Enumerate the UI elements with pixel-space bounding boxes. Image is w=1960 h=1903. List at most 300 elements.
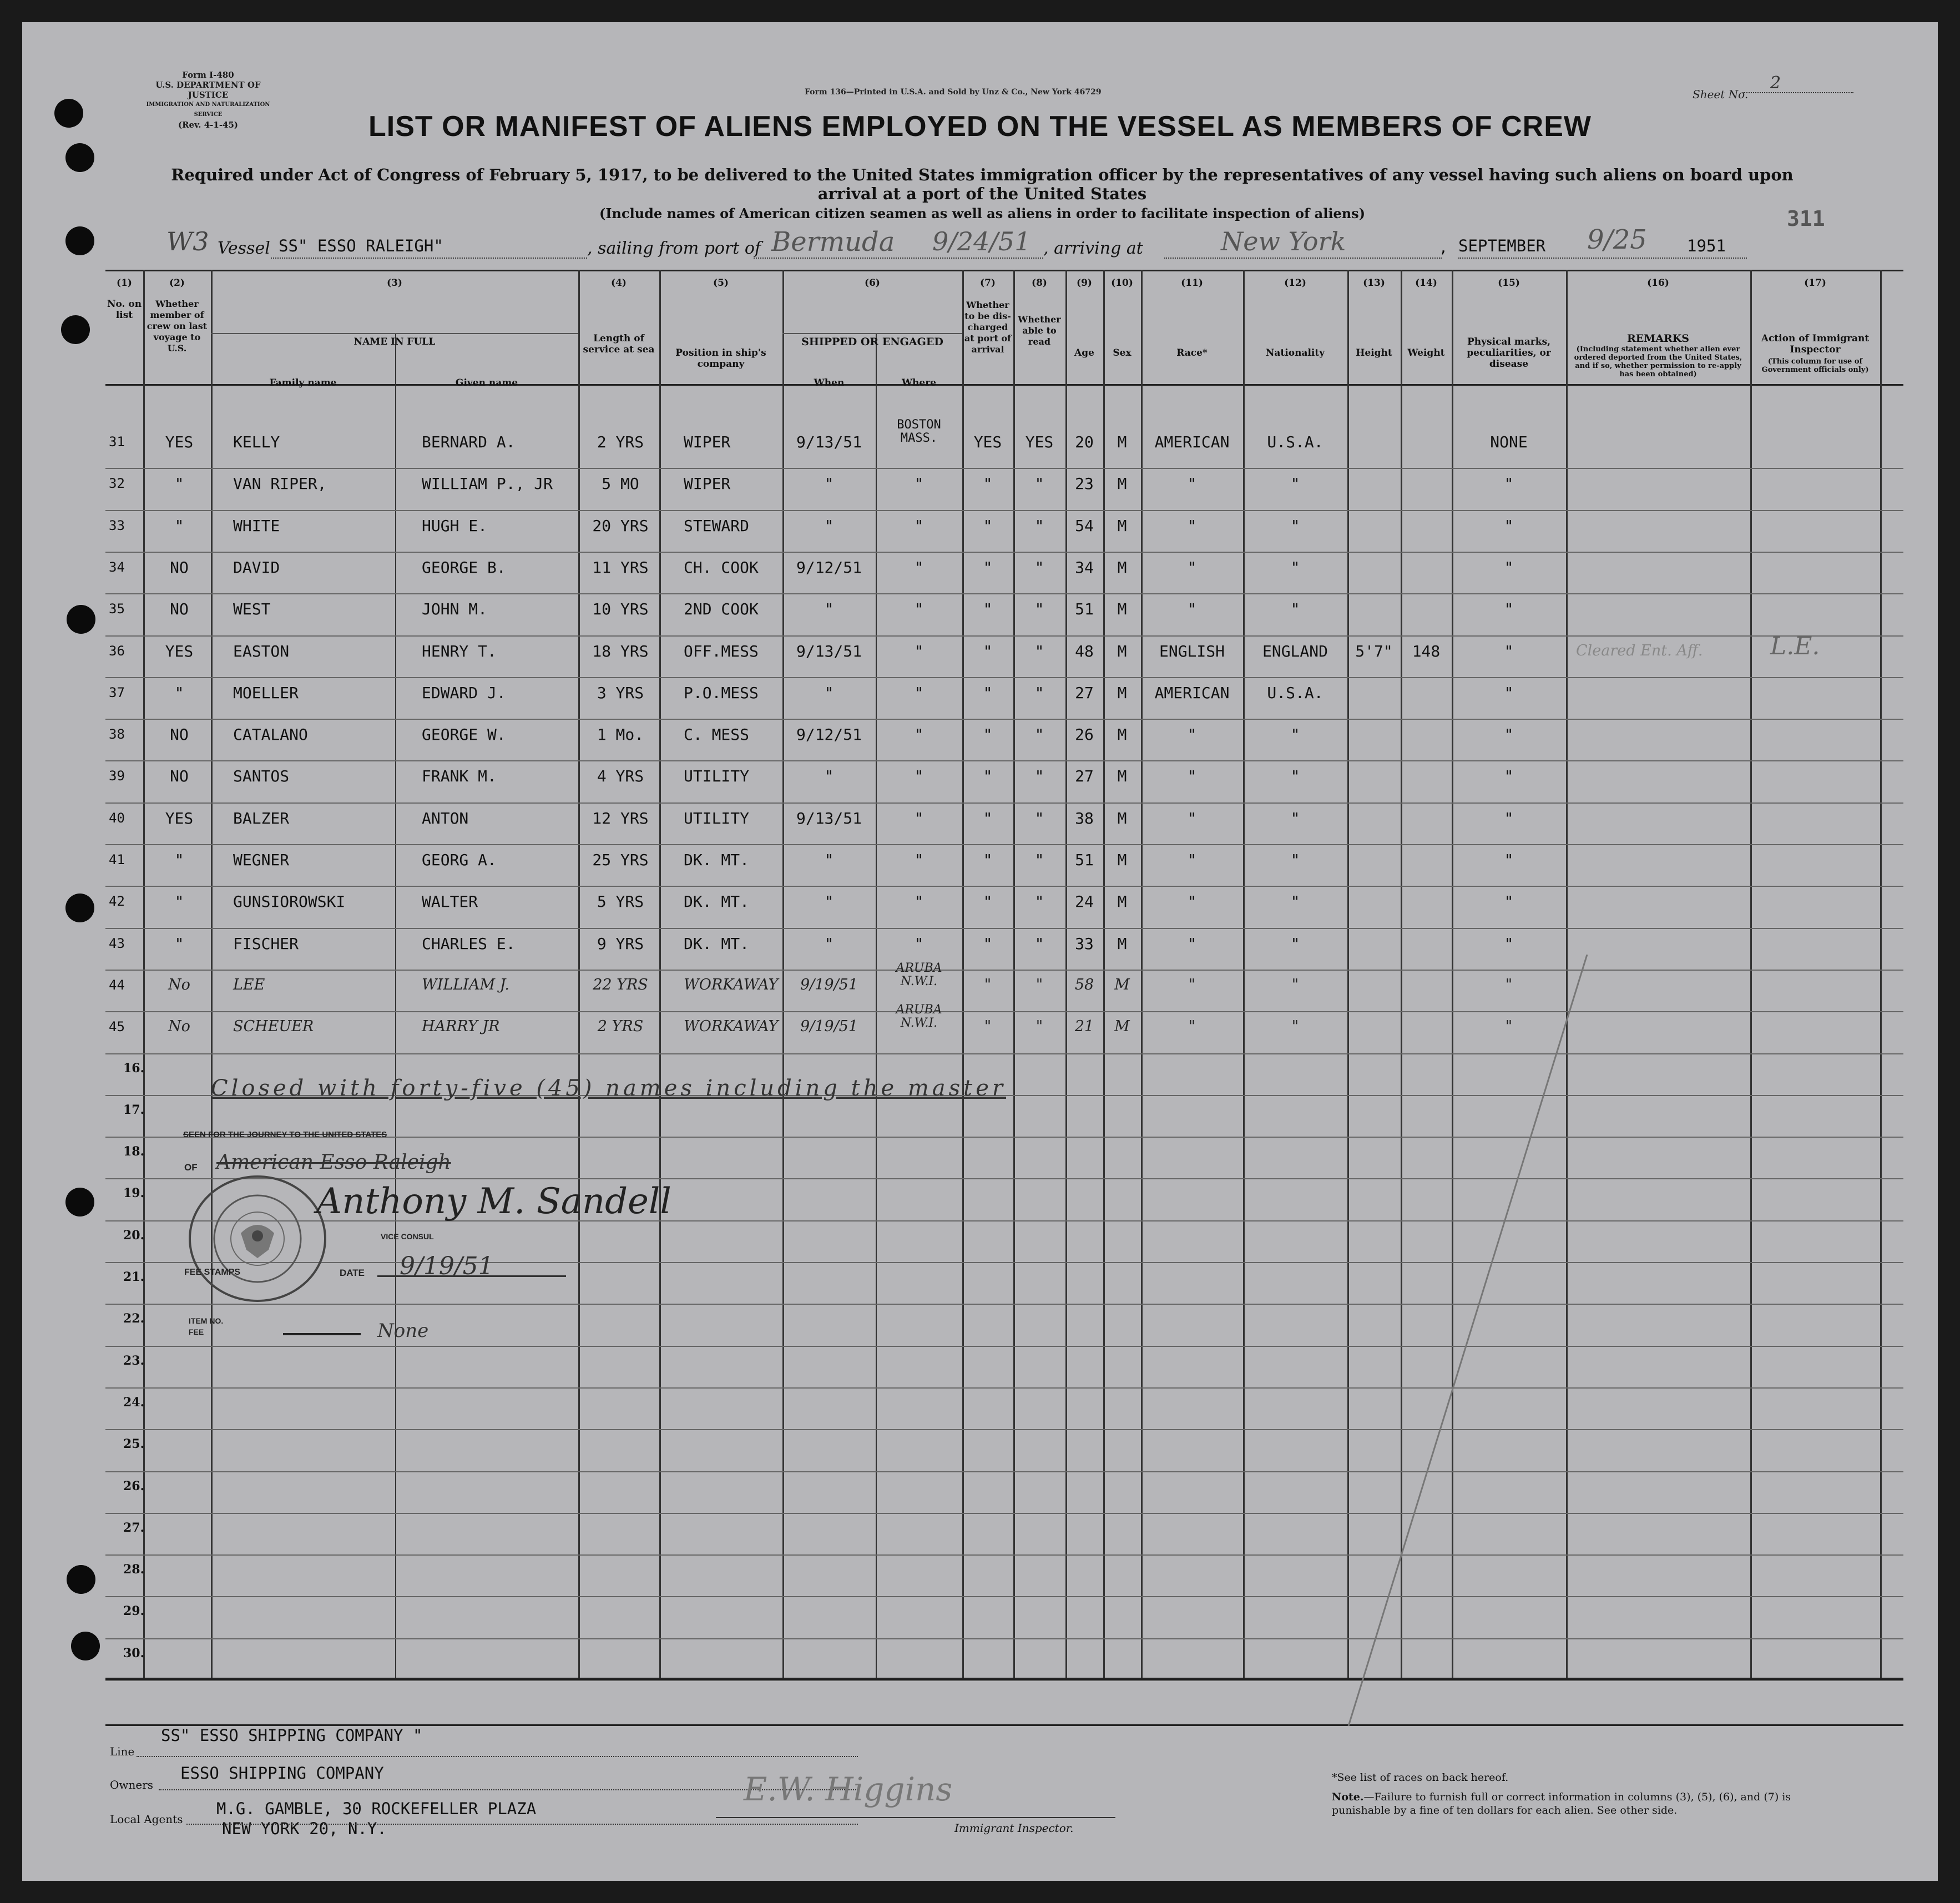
cell-sex: M [1114, 976, 1130, 993]
cell-disch: " [983, 475, 993, 493]
cell-where: " [914, 892, 924, 911]
cell-sex: M [1117, 684, 1127, 702]
punch-hole [67, 605, 95, 634]
row-number-empty: 25. [123, 1437, 145, 1451]
cell-family: SCHEUER [233, 1018, 314, 1035]
races-note: *See list of races on back hereof. [1332, 1771, 1509, 1784]
cell-family: GUNSIOROWSKI [233, 892, 346, 911]
cell-position: STEWARD [684, 517, 750, 535]
cell-where: " [914, 642, 924, 660]
col-header-nationality: Nationality [1265, 347, 1325, 359]
cell-marks: " [1504, 475, 1514, 493]
cell-position: WORKAWAY [684, 1018, 779, 1035]
cell-when: " [824, 851, 834, 869]
cell-read: " [1034, 684, 1044, 702]
cell-disch: " [983, 684, 993, 702]
row-number-empty: 17. [123, 1103, 145, 1117]
cell-age: 27 [1075, 684, 1094, 702]
cell-when: 9/19/51 [800, 1018, 858, 1035]
subtitle: Required under Act of Congress of February 5, 1917, to be delivered to the United States immigration officer by the representatives of any vessel having such aliens on board upon arrival at a port of the United States [171, 165, 1794, 203]
punch-hole [65, 1188, 94, 1216]
note-text [1332, 1790, 1831, 1817]
row-number: 39 [109, 768, 125, 784]
cell-last: No [168, 1018, 190, 1035]
cell-marks: " [1504, 725, 1514, 744]
col-header-remarks-note: (Including statement whether alien ever ordered deported from the United States, and if so, whether permission to re-apply has been obtained) [1574, 345, 1742, 378]
col-num: (16) [1647, 277, 1669, 289]
cell-race: " [1187, 600, 1197, 618]
cell-given: HARRY JR [422, 1018, 500, 1035]
cell-weight: 148 [1412, 642, 1441, 660]
cell-disch: " [983, 725, 993, 744]
owners-value: ESSO SHIPPING COMPANY [180, 1764, 384, 1783]
cell-when: 9/12/51 [796, 725, 862, 744]
cell-service: 4 YRS [597, 767, 644, 785]
cell-nat: " [1290, 558, 1300, 577]
row-number: 34 [109, 559, 125, 575]
cell-read: " [1034, 767, 1044, 785]
cell-given: WILLIAM J. [422, 976, 509, 993]
cell-last: YES [165, 433, 194, 451]
punch-hole [71, 1632, 100, 1660]
cell-sex: M [1117, 517, 1127, 535]
punch-hole [65, 226, 94, 255]
of-label: OF [184, 1162, 198, 1173]
cell-age: 54 [1075, 517, 1094, 535]
eagle-seal-icon [191, 1178, 324, 1300]
cell-disch: " [983, 892, 993, 911]
cell-family: EASTON [233, 642, 290, 660]
cell-when: " [824, 684, 834, 702]
of-value: American Esso Raleigh [216, 1151, 451, 1174]
cell-service: 25 YRS [592, 851, 649, 869]
manifest-page: Form I-480 U.S. DEPARTMENT OF JUSTICE IMMIGRATION AND NATURALIZATION SERVICE (Rev. 4-1-45) Form 136—Printed in U.S.A. and Sold by Unz & Co., New York 46729 Sheet No. 2 LIST OR MANIFEST OF ALIENS EMPLOYED ON THE VESSEL AS MEMBERS OF CREW Required under Act of Congress of February 5, 1917, to be delivered to the United States immigration officer by the representatives of any vessel having such aliens on board upon arrival at a port of the United States (Include names of American citizen seamen as well as aliens in order to facilitate inspection of aliens) 311 W3 Vessel SS" ESSO RALEIGH" , sailing from port of Bermuda 9/24/51 , arriving at New York , SEPTEMBER 9/25 1951 (1) (2) (3) (4) (5) (6) (7) (8) (9) (10) (11) (12) (13) (14) (15) (16) (17) No. on list Whether member of crew on last voyage to U.S. NAME IN FULL Family name Given name Length of service at sea Position in ship's company SHIPPED OR ENGAGED When Where Whether to be dis-charged at port of arrival Whether able to read Age Sex Race* Nationality Height Weight Physical marks, peculiarities, or disease REMARKS (Including statement whether alien ever ordered deported from the United States, and if so, whether permission to re-apply has been obtained) Action of Immigrant Inspector (This column for use of Government officials only) 31 YES KELLY BERNARD A. 2 YRS WIPER 9/13/51 BOSTON MASS. YES YES 20 M AMERICAN U.S.A. NONE 32 " VAN RIPER, WILLIAM P., JR 5 MO WIPER " " " " 23 M " " " 33 " WHITE HUGH E. 20 YRS STEWARD " " " " 54 M " " " 34 NO DAVID GEORGE B. 11 YRS CH. COOK 9/12/51 " " " 34 M " " " 35 NO WEST JOHN M. 10 YRS 2ND COOK " " " " 51 M " " " 36 YES EASTON HENRY T. 18 YRS OFF.MESS 9/13/51 " " " 48 M ENGLISH ENGLAND 5'7" 148 " Cleared Ent. Aff. L.E. 37 " MOELLER EDWARD J. 3 YRS P.O.MESS " " " " 27 M AMERICAN U.S.A. " 38 NO CATALANO GEORGE W. 1 Mo. C. MESS 9/12/51 " " " 26 M " " " 39 NO SANTOS FRANK M. 4 YRS UTILITY " " " " 27 M " " " 40 YES BALZER ANTON 12 YRS UTILITY 9/13/51 " " " 38 M " " " 41 " WEGNER GEORG A. 25 YRS DK. MT. " " " " 51 M " " " 42 " GUNSIOROWSKI WALTER 5 YRS DK. MT. " " " " 24 M " " " 43 " FISCHER CHARLES E. 9 YRS DK. MT. " " " " 33 M " " " 44 No LEE WILLIAM J. 22 YRS WORKAWAY 9/19/51 ARUBA N.W.I. " " 58 M " " " 45 No SCHEUER HARRY JR 2 YRS WORKAWAY 9/19/51 ARUBA N.W.I. " " 21 M " " " 16. 17. 18. 19. 20. 21. 22. 23. 24. 25. 26. 27. 28. 29. 30. Closed with forty-five (45) names including the master SEEN FOR THE JOURNEY TO THE UNITED STATES OF American Esso Raleigh Anthony M. Sandell VICE CONSUL FEE STAMPS DATE 9/19/51 ITEM NO. FEE None Line SS" ESSO SHIPPING COMPANY " Owners ESSO SHIPPING COMPANY Local Agents M.G. GAMBLE, 30 ROCKEFELLER PLAZA NEW YORK 20, N.Y. E.W. Higgins Immigrant Inspector. *See list of races on back hereof. Note.—Failure to furnish full or correct information in columns (3), (5), (6), and (7) is punishable by a fine of ten dollars for each alien. See other side. [22, 22, 1938, 1881]
cell-given: GEORG A. [422, 851, 497, 869]
cell-race: AMERICAN [1154, 433, 1230, 451]
cell-marks: " [1504, 517, 1514, 535]
row-divider [105, 1387, 1903, 1389]
punch-hole [65, 894, 94, 922]
col-header-position: Position in ship's company [675, 347, 766, 370]
row-number-empty: 19. [123, 1186, 145, 1200]
col-num: (11) [1181, 277, 1203, 289]
cell-read: " [1035, 1018, 1043, 1035]
cell-where: " [914, 851, 924, 869]
cell-nat: " [1290, 851, 1300, 869]
cell-when: " [824, 767, 834, 785]
cell-family: KELLY [233, 433, 280, 451]
col-header-weight: Weight [1407, 347, 1445, 359]
cell-last: No [168, 976, 190, 993]
col-num: (5) [713, 277, 729, 289]
cell-age: 21 [1074, 1018, 1094, 1035]
col-header-where: Where [901, 377, 937, 388]
col-header-last-voyage: Whether member of crew on last voyage to U.S. [147, 299, 208, 354]
cell-when: 9/13/51 [796, 433, 862, 451]
cell-sex: M [1117, 600, 1127, 618]
cell-age: 51 [1075, 851, 1094, 869]
cell-disch: " [983, 517, 993, 535]
cell-given: GEORGE B. [422, 558, 506, 577]
vessel-label: Vessel [218, 239, 270, 258]
row-divider [105, 1596, 1903, 1597]
cell-read: " [1034, 725, 1044, 744]
row-number-empty: 20. [123, 1228, 145, 1243]
cell-last: " [174, 475, 184, 493]
cell-family: VAN RIPER, [233, 475, 327, 493]
punch-hole [67, 1565, 95, 1594]
cell-disch: " [983, 642, 993, 660]
cell-read: " [1034, 935, 1044, 953]
page-title: LIST OR MANIFEST OF ALIENS EMPLOYED ON THE VESSEL AS MEMBERS OF CREW [368, 110, 1592, 143]
cell-where: BOSTON MASS. [897, 418, 941, 445]
cell-last: NO [170, 767, 189, 785]
row-divider [105, 468, 1903, 469]
col-num: (2) [169, 277, 185, 289]
cell-read: " [1034, 475, 1044, 493]
cell-last: NO [170, 600, 189, 618]
line-label: Line [110, 1745, 135, 1758]
row-divider [105, 1680, 1903, 1681]
col-num: (1) [117, 277, 132, 289]
cell-when: " [824, 475, 834, 493]
row-divider [105, 1304, 1903, 1305]
cell-last: " [174, 517, 184, 535]
cell-service: 22 YRS [593, 976, 648, 993]
cell-read: " [1034, 809, 1044, 827]
date-label: DATE [340, 1268, 365, 1278]
cell-race: " [1188, 1018, 1196, 1035]
cell-family: SANTOS [233, 767, 290, 785]
consul-signature: Anthony M. Sandell [316, 1181, 671, 1222]
row-number-empty: 28. [123, 1562, 145, 1577]
row-number: 36 [109, 643, 125, 659]
cell-sex: M [1117, 558, 1127, 577]
cell-position: 2ND COOK [684, 600, 759, 618]
col-header-given: Given name [455, 377, 518, 388]
row-number-empty: 29. [123, 1604, 145, 1618]
cell-read: " [1034, 517, 1044, 535]
row-divider [105, 1346, 1903, 1347]
subtitle-note: (Include names of American citizen seamen as well as aliens in order to facilitate inspection of aliens) [599, 205, 1366, 221]
col-header-shipped: SHIPPED OR ENGAGED [801, 336, 943, 348]
cell-position: UTILITY [684, 809, 750, 827]
col-header-service: Length of service at sea [583, 333, 655, 355]
row-divider [105, 1262, 1903, 1263]
col-header-read: Whether able to read [1018, 314, 1061, 347]
cell-age: 38 [1075, 809, 1094, 827]
cell-service: 5 MO [602, 475, 639, 493]
cell-age: 33 [1075, 935, 1094, 953]
cell-nat: U.S.A. [1267, 433, 1323, 451]
cell-age: 48 [1075, 642, 1094, 660]
row-divider [105, 844, 1903, 845]
col-num: (8) [1032, 277, 1047, 289]
cell-given: FRANK M. [422, 767, 497, 785]
cell-remarks: Cleared Ent. Aff. [1576, 642, 1703, 659]
row-divider [105, 1429, 1903, 1430]
cell-disch: " [983, 558, 993, 577]
cell-when: 9/13/51 [796, 809, 862, 827]
cell-position: WIPER [684, 433, 731, 451]
cell-sex: M [1117, 767, 1127, 785]
cell-last: NO [170, 725, 189, 744]
row-divider [105, 760, 1903, 761]
col-header-height: Height [1356, 347, 1392, 359]
item-no-label: ITEM NO. [189, 1316, 224, 1325]
cell-service: 2 YRS [597, 1018, 644, 1035]
cell-position: DK. MT. [684, 851, 750, 869]
cell-service: 2 YRS [597, 433, 644, 451]
row-number: 33 [109, 518, 125, 533]
cell-last: " [174, 892, 184, 911]
row-divider [105, 635, 1903, 637]
cell-disch: " [983, 851, 993, 869]
col-header-race: Race* [1176, 347, 1208, 359]
col-num: (9) [1077, 277, 1092, 289]
cell-sex: M [1117, 475, 1127, 493]
cell-position: DK. MT. [684, 935, 750, 953]
cell-race: " [1187, 809, 1197, 827]
note-body: —Failure to furnish full or correct information in columns (3), (5), (6), and (7) is punishable by a fine of ten dollars for each alien. See other side. [1332, 1791, 1791, 1816]
row-divider [105, 1178, 1903, 1179]
cell-sex: M [1117, 642, 1127, 660]
printer-line: Form 136—Printed in U.S.A. and Sold by Unz & Co., New York 46729 [805, 88, 1102, 97]
cell-marks: " [1504, 892, 1514, 911]
cell-given: WALTER [422, 892, 478, 911]
cell-race: " [1187, 767, 1197, 785]
row-number: 40 [109, 810, 125, 826]
cell-race: " [1188, 976, 1196, 993]
row-divider [105, 552, 1903, 553]
cell-last: YES [165, 642, 194, 660]
cell-service: 20 YRS [592, 517, 649, 535]
col-num: (15) [1498, 277, 1520, 289]
sailing-label: , sailing from port of [587, 239, 761, 258]
col-header-age: Age [1074, 347, 1094, 359]
agents-label: Local Agents [110, 1813, 183, 1826]
cell-family: CATALANO [233, 725, 308, 744]
agents-value-2: NEW YORK 20, N.Y. [222, 1819, 387, 1838]
cell-read: YES [1025, 433, 1054, 451]
cell-given: CHARLES E. [422, 935, 516, 953]
cell-family: WHITE [233, 517, 280, 535]
cell-sex: M [1114, 1018, 1130, 1035]
cell-age: 51 [1075, 600, 1094, 618]
col-num: (4) [611, 277, 627, 289]
cell-nat: " [1290, 935, 1300, 953]
row-divider [105, 510, 1903, 511]
cell-nat: U.S.A. [1267, 684, 1323, 702]
form-number: Form I-480 [182, 70, 234, 80]
row-number-empty: 18. [123, 1144, 145, 1159]
cell-race: " [1187, 558, 1197, 577]
cell-age: 58 [1074, 976, 1094, 993]
col-header-action-note: (This column for use of Government officials only) [1761, 357, 1869, 374]
row-number-empty: 26. [123, 1479, 145, 1493]
fee-label: FEE [189, 1327, 204, 1336]
cell-where: " [914, 475, 924, 493]
cell-marks: " [1504, 809, 1514, 827]
row-number: 42 [109, 894, 125, 909]
cell-last: NO [170, 558, 189, 577]
cell-last: YES [165, 809, 194, 827]
cell-family: WEGNER [233, 851, 290, 869]
row-divider [105, 1513, 1903, 1514]
row-divider [105, 1638, 1903, 1639]
cell-race: ENGLISH [1159, 642, 1225, 660]
cell-last: " [174, 684, 184, 702]
cell-nat: " [1290, 767, 1300, 785]
cell-given: HENRY T. [422, 642, 497, 660]
cell-nat: ENGLAND [1262, 642, 1328, 660]
col-header-when: When [814, 377, 845, 388]
row-number: 44 [109, 977, 125, 993]
vessel-name: SS" ESSO RALEIGH" [279, 236, 443, 255]
cell-where: " [914, 517, 924, 535]
cell-nat: " [1290, 809, 1300, 827]
vice-consul-label: VICE CONSUL [381, 1232, 434, 1241]
cell-marks: " [1504, 684, 1514, 702]
cell-read: " [1034, 892, 1044, 911]
cell-where: " [914, 600, 924, 618]
cell-given: BERNARD A. [422, 433, 516, 451]
cell-marks: " [1504, 642, 1514, 660]
cell-family: DAVID [233, 558, 280, 577]
cell-nat: " [1290, 892, 1300, 911]
cell-disch: YES [973, 433, 1002, 451]
cell-marks: NONE [1490, 433, 1528, 451]
revision: (Rev. 4-1-45) [178, 120, 239, 130]
cell-where: " [914, 725, 924, 744]
cell-where: " [914, 684, 924, 702]
cell-family: FISCHER [233, 935, 299, 953]
cell-marks: " [1505, 1018, 1513, 1035]
cell-read: " [1034, 851, 1044, 869]
col-num: (7) [980, 277, 996, 289]
cell-given: WILLIAM P., JR [422, 475, 553, 493]
cell-race: " [1187, 892, 1197, 911]
col-header-no: No. on list [107, 299, 142, 321]
date-value: 9/19/51 [400, 1252, 494, 1280]
cell-where: " [914, 809, 924, 827]
cell-when: " [824, 935, 834, 953]
cell-family: BALZER [233, 809, 290, 827]
cell-where: " [914, 767, 924, 785]
row-divider [105, 593, 1903, 594]
cell-service: 3 YRS [597, 684, 644, 702]
cell-given: JOHN M. [422, 600, 488, 618]
row-number: 31 [109, 434, 125, 450]
cell-sex: M [1117, 433, 1127, 451]
row-divider [105, 802, 1903, 804]
col-num: (6) [865, 277, 880, 289]
row-divider [105, 1011, 1903, 1012]
cell-race: " [1187, 935, 1197, 953]
cell-nat: " [1290, 600, 1300, 618]
cell-age: 34 [1075, 558, 1094, 577]
row-divider [105, 1471, 1903, 1472]
row-number-empty: 24. [123, 1395, 145, 1410]
row-divider [105, 970, 1903, 971]
cell-race: " [1187, 475, 1197, 493]
agents-value: M.G. GAMBLE, 30 ROCKEFELLER PLAZA [216, 1799, 537, 1818]
cell-position: C. MESS [684, 725, 750, 744]
col-header-marks: Physical marks, peculiarities, or disease [1467, 336, 1551, 370]
row-number-empty: 30. [123, 1646, 145, 1660]
department: U.S. DEPARTMENT OF JUSTICE [155, 80, 261, 100]
pencil-strike [1343, 955, 1598, 1732]
col-num: (10) [1111, 277, 1133, 289]
owners-label: Owners [110, 1778, 154, 1791]
cell-position: CH. COOK [684, 558, 759, 577]
row-number: 37 [109, 685, 125, 700]
row-number: 43 [109, 936, 125, 951]
cell-when: 9/19/51 [800, 976, 858, 993]
cell-last: " [174, 851, 184, 869]
cell-where: ARUBA N.W.I. [896, 1003, 942, 1030]
inspector-label: Immigrant Inspector. [954, 1821, 1074, 1835]
cell-service: 10 YRS [592, 600, 649, 618]
cell-where: " [914, 935, 924, 953]
cell-sex: M [1117, 809, 1127, 827]
row-number-empty: 21. [123, 1270, 145, 1284]
line-value: SS" ESSO SHIPPING COMPANY " [161, 1726, 423, 1745]
row-divider [105, 928, 1903, 929]
cell-position: OFF.MESS [684, 642, 759, 660]
cell-sex: M [1117, 935, 1127, 953]
cell-race: AMERICAN [1154, 684, 1230, 702]
sheet-number: 2 [1770, 73, 1781, 93]
cell-marks: " [1504, 851, 1514, 869]
row-number: 45 [109, 1019, 125, 1034]
cell-last: " [174, 935, 184, 953]
cell-race: " [1187, 517, 1197, 535]
row-number: 38 [109, 726, 125, 742]
consular-seal [189, 1175, 326, 1302]
closing-note: Closed with forty-five (45) names including the master [211, 1076, 1007, 1101]
cell-service: 12 YRS [592, 809, 649, 827]
from-date: 9/24/51 [932, 226, 1031, 256]
inspector-signature: E.W. Higgins [744, 1770, 953, 1808]
cell-given: EDWARD J. [422, 684, 506, 702]
initials: W3 [166, 226, 209, 256]
cell-position: UTILITY [684, 767, 750, 785]
cell-when: " [824, 517, 834, 535]
cell-family: WEST [233, 600, 271, 618]
cell-marks: " [1504, 935, 1514, 953]
cell-given: ANTON [422, 809, 469, 827]
cell-age: 24 [1075, 892, 1094, 911]
row-divider [105, 1053, 1903, 1054]
cell-position: DK. MT. [684, 892, 750, 911]
cell-position: WIPER [684, 475, 731, 493]
arrival-month: SEPTEMBER [1458, 236, 1546, 255]
cell-where: " [914, 558, 924, 577]
arrival-day: 9/25 [1587, 224, 1647, 255]
cell-read: " [1034, 600, 1044, 618]
note-label: Note. [1332, 1791, 1364, 1803]
cell-nat: " [1291, 1018, 1299, 1035]
col-num: (17) [1804, 277, 1826, 289]
cell-where: ARUBA N.W.I. [896, 961, 942, 988]
service: IMMIGRATION AND NATURALIZATION SERVICE [146, 102, 270, 118]
cell-sex: M [1117, 892, 1127, 911]
cell-disch: " [983, 600, 993, 618]
cell-nat: " [1290, 475, 1300, 493]
cell-service: 1 Mo. [597, 725, 644, 744]
row-divider [105, 719, 1903, 720]
